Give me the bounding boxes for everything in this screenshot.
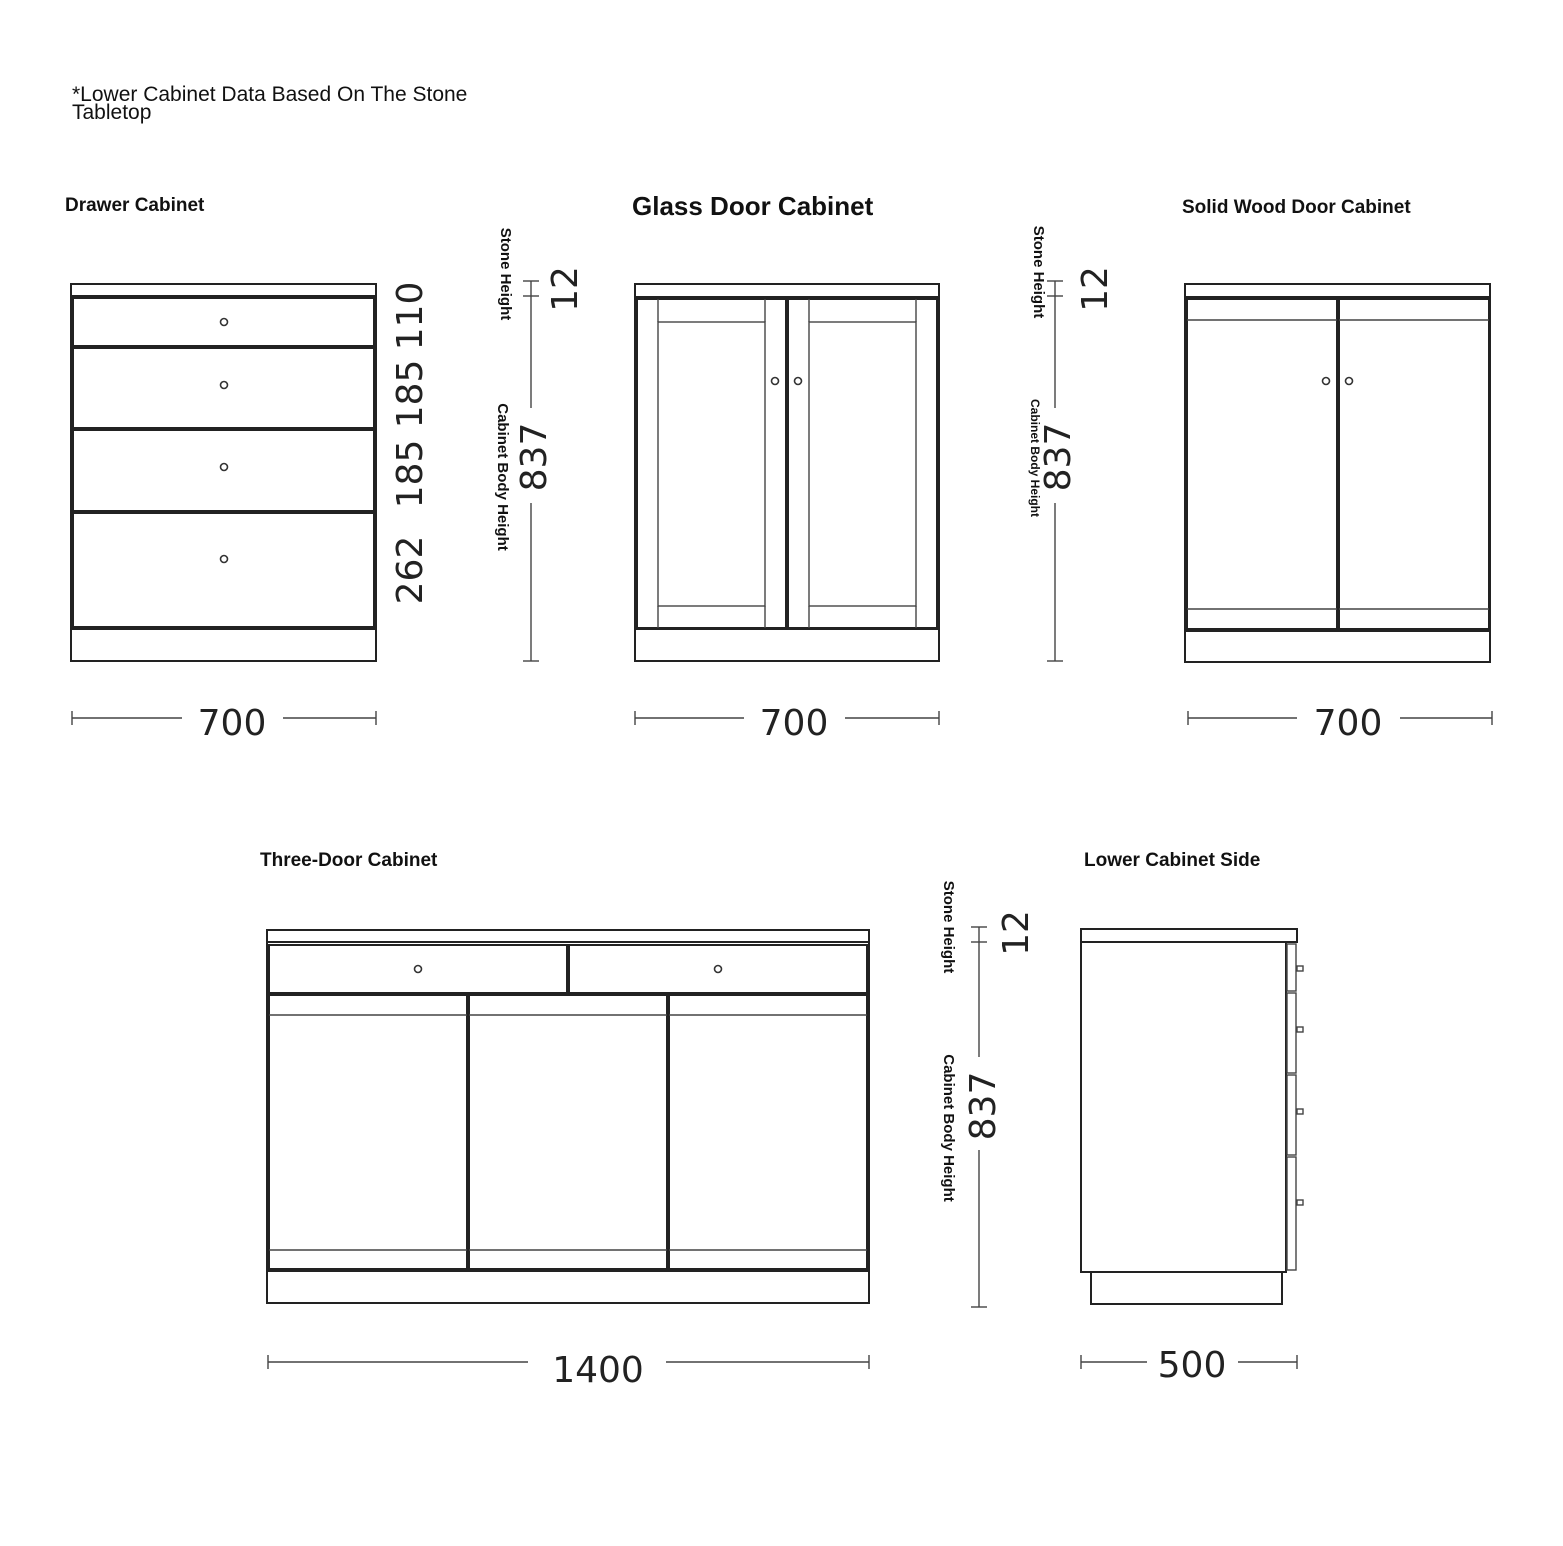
solid-wood-door-cabinet-drawing	[1185, 284, 1490, 662]
stone-height-label-1: Stone Height	[497, 227, 514, 321]
three-door-cabinet-width: 1400	[552, 1350, 644, 1391]
drawer-cabinet-width: 700	[197, 703, 267, 744]
glass-door-cabinet-drawing	[635, 284, 939, 661]
drawer-cabinet-title: Drawer Cabinet	[65, 195, 205, 216]
drawer-height-1: 110	[390, 281, 431, 351]
drawer-height-3: 185	[390, 439, 431, 509]
body-height-label-3: Cabinet Body Height	[940, 1054, 957, 1202]
glass-door-cabinet-title: Glass Door Cabinet	[632, 191, 874, 221]
drawer-height-2: 185	[390, 359, 431, 429]
body-height-value-2: 837	[1038, 422, 1079, 492]
body-height-value-1: 837	[514, 422, 555, 492]
solid-wood-door-cabinet-width: 700	[1313, 703, 1383, 744]
note-line-2: Tabletop	[72, 101, 152, 124]
stone-height-value-2: 12	[1075, 266, 1116, 312]
lower-cabinet-side-title: Lower Cabinet Side	[1084, 850, 1261, 871]
solid-wood-door-cabinet-title: Solid Wood Door Cabinet	[1182, 197, 1411, 218]
body-height-label-2: Cabinet Body Height	[1028, 398, 1042, 518]
lower-cabinet-side-drawing	[1081, 929, 1303, 1304]
lower-cabinet-side-depth: 500	[1157, 1345, 1227, 1386]
stone-height-label-3: Stone Height	[940, 880, 957, 974]
body-height-value-3: 837	[963, 1071, 1004, 1141]
three-door-cabinet-drawing	[267, 930, 869, 1303]
note-line-1: *Lower Cabinet Data Based On The Stone	[72, 83, 468, 106]
three-door-cabinet-title: Three-Door Cabinet	[260, 850, 438, 871]
stone-height-value-3: 12	[996, 910, 1037, 956]
body-height-label-1: Cabinet Body Height	[494, 403, 511, 551]
drawer-height-4: 262	[390, 535, 431, 605]
stone-height-label-2: Stone Height	[1030, 225, 1047, 319]
stone-height-value-1: 12	[545, 266, 586, 312]
drawer-cabinet-drawing	[71, 284, 376, 661]
glass-door-cabinet-width: 700	[759, 703, 829, 744]
